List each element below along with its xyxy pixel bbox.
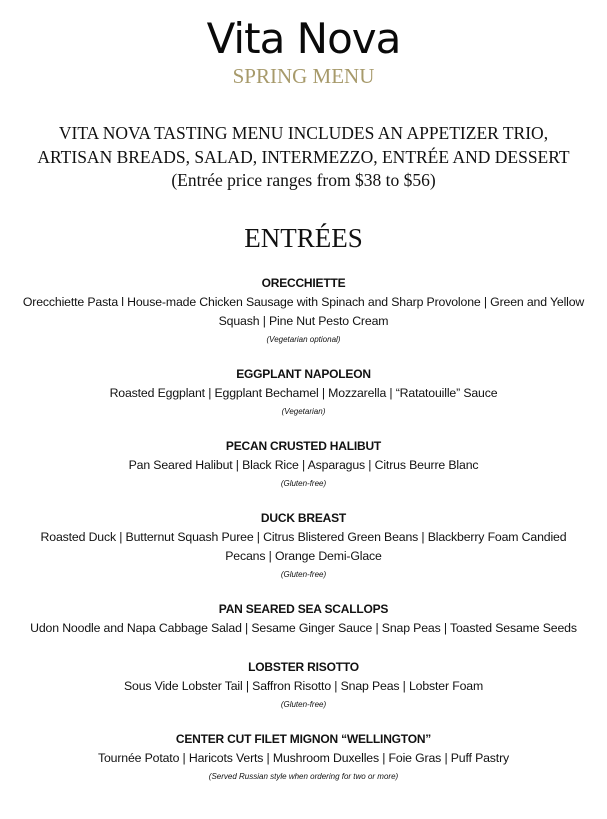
item-description: Roasted Eggplant | Eggplant Bechamel | Mozzarella | “Ratatouille” Sauce bbox=[109, 386, 498, 400]
item-description: Orecchiette Pasta l House-made Chicken Sausage with Spinach and Sharp Provolone | Green and Yellow bbox=[22, 295, 585, 309]
item-name: PECAN CRUSTED HALIBUT bbox=[225, 439, 382, 453]
item-name: ORECCHIETTE bbox=[261, 276, 346, 290]
item-dietary-note: (Served Russian style when ordering for two or more) bbox=[208, 772, 399, 781]
menu-item bbox=[0, 730, 607, 785]
item-description: Udon Noodle and Napa Cabbage Salad | Sesame Ginger Sauce | Snap Peas | Toasted Sesame Seeds bbox=[30, 621, 577, 635]
menu-item bbox=[0, 365, 607, 420]
item-dietary-note: (Gluten-free) bbox=[280, 479, 327, 488]
menu-item bbox=[0, 274, 607, 348]
item-name: CENTER CUT FILET MIGNON “WELLINGTON” bbox=[175, 732, 432, 746]
item-name: LOBSTER RISOTTO bbox=[248, 660, 359, 674]
item-dietary-note: (Vegetarian) bbox=[281, 407, 326, 416]
item-dietary-note: (Vegetarian optional) bbox=[266, 335, 341, 344]
item-description: Sous Vide Lobster Tail | Saffron Risotto | Snap Peas | Lobster Foam bbox=[123, 679, 484, 693]
item-description: Pecans | Orange Demi-Glace bbox=[225, 549, 382, 563]
item-name: EGGPLANT NAPOLEON bbox=[236, 367, 371, 381]
tasting-menu-intro bbox=[0, 122, 607, 193]
item-description: Tournée Potato | Haricots Verts | Mushroom Duxelles | Foie Gras | Puff Pastry bbox=[97, 751, 510, 765]
item-dietary-note: (Gluten-free) bbox=[280, 700, 327, 709]
menu-item bbox=[0, 600, 607, 638]
restaurant-name: Vita Nova bbox=[206, 14, 401, 63]
entree-list bbox=[0, 274, 607, 802]
item-name: PAN SEARED SEA SCALLOPS bbox=[218, 602, 389, 616]
menu-item bbox=[0, 437, 607, 492]
item-description: Roasted Duck | Butternut Squash Puree | Citrus Blistered Green Beans | Blackberry Foam Candied bbox=[40, 530, 567, 544]
menu-item bbox=[0, 658, 607, 713]
item-dietary-note: (Gluten-free) bbox=[280, 570, 327, 579]
intro-price-range: (Entrée price ranges from $38 to $56) bbox=[171, 170, 436, 190]
section-title-entrees: ENTRÉES bbox=[244, 223, 363, 253]
item-description: Pan Seared Halibut | Black Rice | Asparagus | Citrus Beurre Blanc bbox=[128, 458, 479, 472]
menu-item bbox=[0, 509, 607, 583]
item-name: DUCK BREAST bbox=[260, 511, 347, 525]
item-description: Squash | Pine Nut Pesto Cream bbox=[218, 314, 389, 328]
menu-subtitle: SPRING MENU bbox=[232, 64, 375, 88]
intro-line: VITA NOVA TASTING MENU INCLUDES AN APPETIZER TRIO, bbox=[58, 123, 549, 143]
intro-line: ARTISAN BREADS, SALAD, INTERMEZZO, ENTRÉE AND DESSERT bbox=[37, 146, 570, 167]
